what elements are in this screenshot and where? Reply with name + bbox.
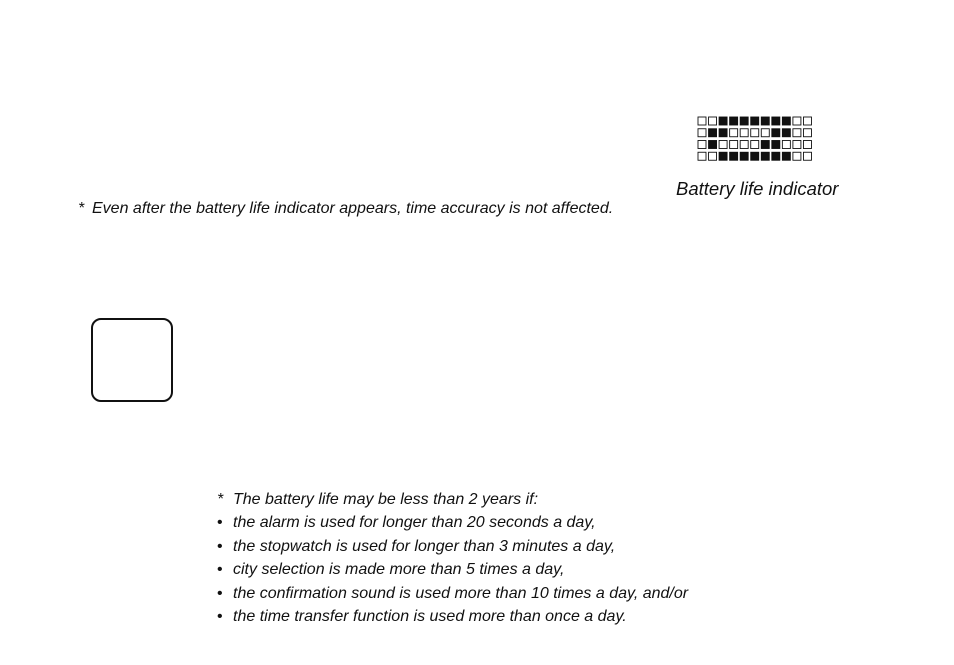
- list-item: [217, 511, 688, 534]
- lcd-dot-on: [719, 117, 727, 125]
- lcd-dot-on: [740, 117, 748, 125]
- lcd-dot-on: [772, 129, 780, 137]
- lcd-dot-on: [772, 152, 780, 160]
- lcd-dot-off: [803, 141, 811, 149]
- lcd-dot-off: [698, 117, 706, 125]
- lcd-dot-off: [698, 152, 706, 160]
- lcd-dot-on: [772, 117, 780, 125]
- lcd-dot-on: [782, 117, 790, 125]
- bullet-icon: •: [217, 584, 223, 602]
- lcd-dot-off: [793, 152, 801, 160]
- lcd-dot-off: [793, 129, 801, 137]
- lcd-dot-off: [803, 117, 811, 125]
- lcd-dot-on: [719, 129, 727, 137]
- battery-life-indicator-lcd-icon: [697, 116, 815, 165]
- lcd-dot-off: [793, 117, 801, 125]
- lcd-dot-off: [803, 129, 811, 137]
- battery-life-note-heading-line: [217, 488, 688, 511]
- bullet-icon: •: [217, 514, 223, 532]
- lcd-dot-off: [751, 129, 759, 137]
- lcd-dot-off: [730, 141, 738, 149]
- lcd-dot-on: [709, 141, 717, 149]
- list-item-text: the confirmation sound is used more than 10 times a day, and/or: [233, 584, 689, 602]
- list-item: [217, 535, 688, 558]
- battery-life-note-heading: The battery life may be less than 2 years if:: [233, 491, 539, 508]
- lcd-dot-off: [719, 141, 727, 149]
- lcd-dot-off: [709, 152, 717, 160]
- lcd-dot-on: [751, 152, 759, 160]
- list-item: [217, 558, 688, 581]
- lcd-dot-on: [719, 152, 727, 160]
- lcd-dot-off: [793, 141, 801, 149]
- lcd-dot-off: [761, 129, 769, 137]
- lcd-dot-off: [782, 141, 790, 149]
- accuracy-note-text: Even after the battery life indicator appears, time accuracy is not affected.: [92, 200, 614, 217]
- lcd-dot-on: [730, 117, 738, 125]
- lcd-dot-off: [709, 117, 717, 125]
- lcd-dot-off: [740, 129, 748, 137]
- list-item-text: the time transfer function is used more than once a day.: [233, 607, 627, 625]
- list-item-text: the stopwatch is used for longer than 3 minutes a day,: [233, 537, 616, 555]
- lcd-dot-off: [751, 141, 759, 149]
- lcd-dot-on: [751, 117, 759, 125]
- blank-rounded-box: [91, 318, 173, 402]
- bullet-icon: •: [217, 561, 223, 579]
- list-item-text: the alarm is used for longer than 20 seconds a day,: [233, 514, 596, 532]
- lcd-dot-on: [761, 141, 769, 149]
- battery-life-indicator-caption: Battery life indicator: [676, 178, 839, 199]
- list-item: [217, 605, 688, 628]
- lcd-dot-on: [782, 129, 790, 137]
- lcd-dot-on: [740, 152, 748, 160]
- accuracy-note: [78, 198, 618, 219]
- lcd-dot-off: [740, 141, 748, 149]
- lcd-dot-off: [730, 129, 738, 137]
- lcd-dot-on: [730, 152, 738, 160]
- lcd-dot-off: [803, 152, 811, 160]
- list-item-text: city selection is made more than 5 times a day,: [233, 561, 565, 579]
- lcd-dot-off: [698, 141, 706, 149]
- bullet-icon: •: [217, 607, 223, 625]
- list-item: [217, 582, 688, 605]
- lcd-dot-on: [772, 141, 780, 149]
- lcd-dot-on: [761, 152, 769, 160]
- lcd-dot-on: [709, 129, 717, 137]
- battery-life-note-asterisk: *: [217, 491, 224, 508]
- lcd-dot-on: [782, 152, 790, 160]
- lcd-dot-off: [698, 129, 706, 137]
- battery-life-note: [217, 488, 688, 628]
- bullet-icon: •: [217, 537, 223, 555]
- lcd-dot-on: [761, 117, 769, 125]
- accuracy-note-asterisk: *: [78, 200, 85, 217]
